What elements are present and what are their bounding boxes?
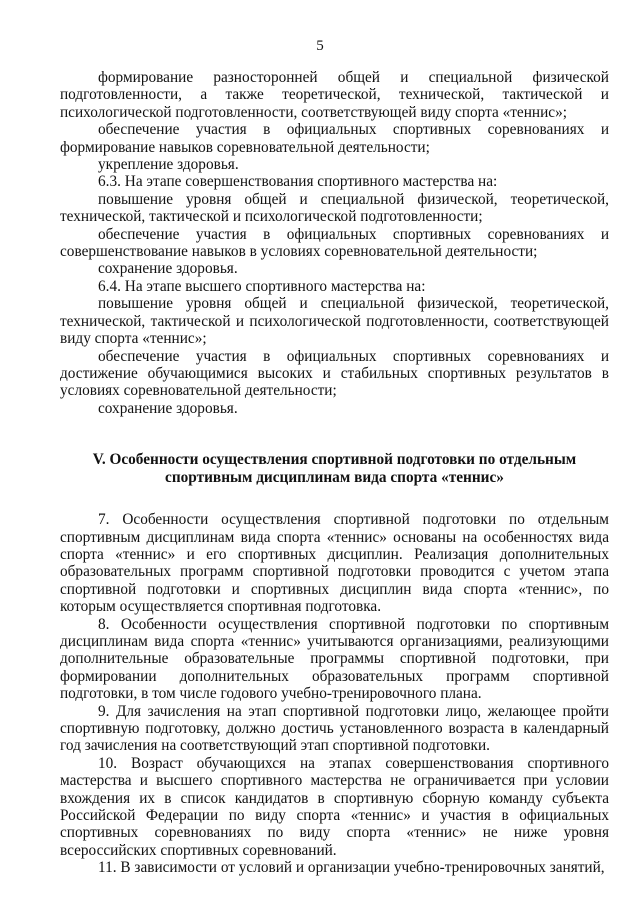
- section-heading-line-1: V. Особенности осуществления спортивной подготовки по отдельным: [92, 451, 577, 469]
- paragraph-competition-participation: обеспечение участия в официальных спортивных соревнованиях и формирование навыков соревновательной деятельности;: [60, 121, 609, 156]
- paragraph-stage-6-3: 6.3. На этапе совершенствования спортивного мастерства на:: [98, 173, 498, 191]
- paragraph-6-4-competition: обеспечение участия в официальных спортивных соревнованиях и достижение обучающимися высоких и стабильных спортивных результатов в условиях соревновательной деятельности;: [60, 347, 609, 400]
- paragraph-6-3-level-increase: повышение уровня общей и специальной физической, теоретической, технической, тактической и психологической подготовленности;: [60, 190, 609, 226]
- paragraph-6-3-health: сохранение здоровья.: [98, 260, 238, 278]
- section-heading-line-2: спортивным дисциплинам вида спорта «теннис»: [165, 469, 504, 487]
- paragraph-6-4-level-increase: повышение уровня общей и специальной физической, теоретической, технической, тактической и психологической подготовленности, соответствующей виду спорта «теннис»;: [60, 295, 609, 348]
- paragraph-6-4-health: сохранение здоровья.: [98, 399, 238, 417]
- paragraph-stage-6-4: 6.4. На этапе высшего спортивного мастерства на:: [98, 277, 426, 295]
- paragraph-item-11: 11. В зависимости от условий и организации учебно-тренировочных занятий,: [98, 859, 605, 877]
- paragraph-item-10: 10. Возраст обучающихся на этапах совершенствования спортивного мастерства и высшего спортивного мастерства не ограничивается при условии вхождения их в список кандидатов в спортивную сборную команду субъекта Российской Федерации по виду спорта «теннис» и участия в официальных спортивных соревнованиях по виду спорта «теннис» не ниже уровня всероссийских спортивных соревнований.: [60, 754, 609, 859]
- page-number: 5: [316, 38, 324, 54]
- paragraph-general-preparation: формирование разносторонней общей и специальной физической подготовленности, а также теоретической, технической, тактической и психологической подготовленности, соответствующей виду спорта «теннис»;: [60, 69, 609, 121]
- paragraph-item-7: 7. Особенности осуществления спортивной подготовки по отдельным спортивным дисциплинам вида спорта «теннис» основаны на особенностях вида спорта «теннис» и его спортивных дисциплин. Реализация дополнительных образовательных программ спортивной подготовки проводится с учетом этапа спортивной подготовки и спортивных дисциплин вида спорта «теннис», по которым осуществляется спортивная подготовка.: [60, 511, 609, 616]
- page-content: [60, 69, 609, 877]
- paragraph-health-strengthening: укрепление здоровья.: [98, 156, 239, 174]
- section-heading: [60, 451, 609, 487]
- paragraph-item-9: 9. Для зачисления на этап спортивной подготовки лицо, желающее пройти спортивную подготовку, должно достичь установленного возраста в календарный год зачисления на соответствующий этап спортивной подготовки.: [60, 702, 609, 755]
- paragraph-item-8: 8. Особенности осуществления спортивной подготовки по спортивным дисциплинам вида спорта «теннис» учитываются организациями, реализующими дополнительные образовательные программы спортивной подготовки, при формировании дополнительных образовательных программ спортивной подготовки, в том числе годового учебно-тренировочного плана.: [60, 615, 609, 703]
- paragraph-6-3-competition: обеспечение участия в официальных спортивных соревнованиях и совершенствование навыков в условиях соревновательной деятельности;: [60, 225, 609, 261]
